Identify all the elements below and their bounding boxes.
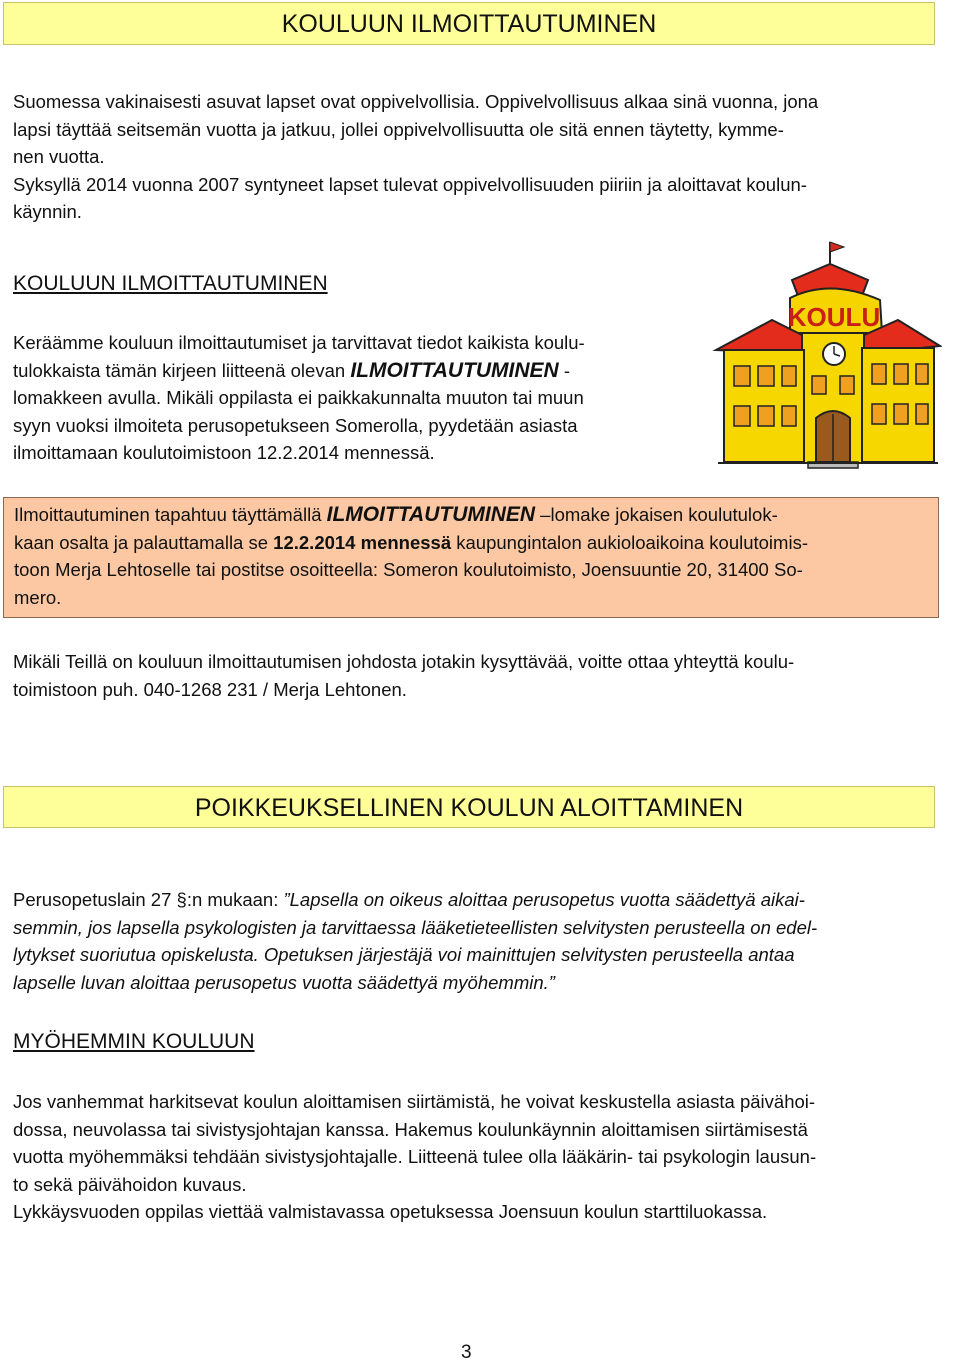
form-name-emphasis: ILMOITTAUTUMINEN bbox=[350, 358, 559, 382]
contact-paragraph bbox=[13, 648, 933, 703]
paragraph-line: Lykkäysvuoden oppilas viettää valmistavassa opetuksessa Joensuun koulun starttiluokassa. bbox=[13, 1201, 768, 1222]
intro-line: käynnin. bbox=[13, 201, 82, 222]
exception-paragraph bbox=[13, 886, 933, 996]
paragraph-line: Mikäli Teillä on kouluun ilmoittautumisen johdosta jotakin kysyttävää, voitte ottaa yhteyttä koulu- bbox=[13, 651, 795, 672]
page-title: KOULUUN ILMOITTAUTUMINEN bbox=[281, 10, 657, 38]
paragraph-line: toimistoon puh. 040-1268 231 / Merja Lehtonen. bbox=[13, 678, 407, 700]
box-line: kaan osalta ja palauttamalla se 12.2.2014 mennessä kaupungintalon aukioloaikoina koulutoimis- bbox=[14, 531, 808, 553]
paragraph-line: Keräämme kouluun ilmoittautumiset ja tarvittavat tiedot kaikista koulu- bbox=[13, 332, 585, 353]
paragraph-line: dossa, neuvolassa tai sivistysjohtajan kanssa. Hakemus koulunkäynnin aloittamisen siirtämisestä bbox=[13, 1118, 808, 1140]
school-sign-text: KOULU bbox=[787, 302, 881, 332]
paragraph-line: lytykset suoriutua opiskelusta. Opetuksen järjestäjä voi mainittujen selvitysten perusteella antaa bbox=[13, 944, 795, 965]
section-banner-title: POIKKEUKSELLINEN KOULUN ALOITTAMINEN bbox=[194, 794, 744, 822]
intro-line: lapsi täyttää seitsemän vuotta ja jatkuu, jollei oppivelvollisuutta ole sitä ennen täytetty, kymme- bbox=[13, 118, 784, 140]
paragraph-line: lomakkeen avulla. Mikäli oppilasta ei paikkakunnalta muuton tai muun bbox=[13, 387, 584, 408]
section-banner bbox=[3, 786, 935, 828]
paragraph-line: Perusopetuslain 27 §:n mukaan: ”Lapsella on oikeus aloittaa perusopetus vuotta säädettyä aikai- bbox=[13, 889, 805, 910]
section-heading-later: MYÖHEMMIN KOULUUN bbox=[13, 1030, 255, 1053]
intro-line: Syksyllä 2014 vuonna 2007 syntyneet lapset tulevat oppivelvollisuuden piiriin ja aloittavat koulun- bbox=[13, 173, 807, 195]
paragraph-line: Jos vanhemmat harkitsevat koulun aloittamisen siirtämistä, he voivat keskustella asiasta päivähoi- bbox=[13, 1091, 816, 1112]
intro-line: Suomessa vakinaisesti asuvat lapset ovat oppivelvollisia. Oppivelvollisuus alkaa sinä vuonna, jona bbox=[13, 91, 819, 112]
page-number: 3 bbox=[461, 1342, 472, 1363]
instruction-box bbox=[3, 497, 939, 618]
intro-paragraph bbox=[13, 88, 933, 226]
paragraph-line: to sekä päivähoidon kuvaus. bbox=[13, 1173, 247, 1195]
paragraph-line: vuotta myöhemmäksi tehdään sivistysjohtajalle. Liitteenä tulee olla lääkärin- tai psykologin lausun- bbox=[13, 1146, 817, 1167]
section-heading-registration: KOULUUN ILMOITTAUTUMINEN bbox=[13, 272, 328, 295]
box-line: mero. bbox=[14, 586, 62, 608]
registration-paragraph bbox=[13, 329, 713, 467]
paragraph-line: ilmoittamaan koulutoimistoon 12.2.2014 mennessä. bbox=[13, 442, 435, 463]
later-paragraph bbox=[13, 1088, 933, 1226]
school-building-icon bbox=[712, 238, 942, 473]
deadline-emphasis: 12.2.2014 mennessä bbox=[273, 531, 452, 553]
title-banner bbox=[3, 2, 935, 45]
paragraph-line: lapselle luvan aloittaa perusopetus vuotta säädettyä myöhemmin.” bbox=[13, 971, 555, 993]
paragraph-line: tulokkaista tämän kirjeen liitteenä olevan ILMOITTAUTUMINEN - bbox=[13, 358, 571, 382]
form-name-emphasis: ILMOITTAUTUMINEN bbox=[326, 503, 536, 526]
intro-line: nen vuotta. bbox=[13, 146, 105, 167]
box-line: toon Merja Lehtoselle tai postitse osoitteella: Someron koulutoimisto, Joensuuntie 20, 31400 So- bbox=[14, 559, 803, 580]
box-line: Ilmoittautuminen tapahtuu täyttämällä ILMOITTAUTUMINEN –lomake jokaisen koulutulok- bbox=[14, 503, 778, 526]
law-quote: ”Lapsella on oikeus aloittaa perusopetus vuotta säädettyä aikai- bbox=[283, 889, 805, 910]
paragraph-line: semmin, jos lapsella psykologisten ja tarvittaessa lääketieteellisten selvitysten perusteella on edel- bbox=[13, 916, 818, 938]
paragraph-line: syyn vuoksi ilmoiteta perusopetukseen Somerolla, pyydetään asiasta bbox=[13, 414, 578, 436]
